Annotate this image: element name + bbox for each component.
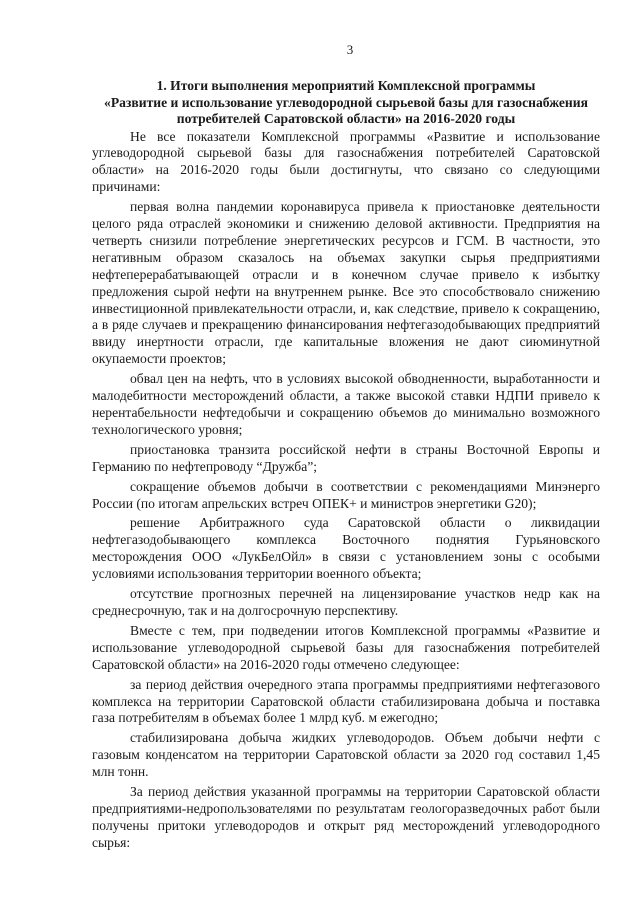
paragraph-reason-opec: сокращение объемов добычи в соответствии с рекомендациями Минэнерго России (по итогам апрельских встреч ОПЕК+ и министров энергетики G20); (92, 478, 600, 511)
paragraph-reason-oil-price: обвал цен на нефть, что в условиях высокой обводненности, выработанности и малодебитности месторождений области, а также высокой ставки НДПИ привело к нерентабельности нефтедобычи и сокращению объемов до минимально возможного технологического уровня; (92, 371, 600, 437)
paragraph-result-oil: стабилизирована добыча жидких углеводородов. Объем добычи нефти с газовым конденсатом на территории Саратовской области за 2020 год составил 1,45 млн тонн. (92, 730, 600, 780)
paragraph-reason-licensing: отсутствие прогнозных перечней на лицензирование участков недр как на среднесрочную, так и на долгосрочную перспективу. (92, 586, 600, 618)
paragraph-result-exploration: За период действия указанной программы на территории Саратовской области предприятиями-недропользователями по результатам геологоразведочных работ были получены притоки углеводородов и открыт ряд месторождений углеводородного сырья: (92, 784, 600, 850)
paragraph-reason-court: решение Арбитражного суда Саратовской области о ликвидации нефтегазодобывающего комплекса Восточного поднятия Гурьяновского месторождения ООО «ЛукБелОйл» в связи с установлением зоны с особыми условиями использования территории военного объекта; (92, 515, 600, 582)
paragraph-reason-transit: приостановка транзита российской нефти в страны Восточной Европы и Германию по нефтепроводу “Дружба”; (92, 441, 600, 474)
page-number: 3 (346, 42, 354, 57)
paragraph-reason-pandemic: первая волна пандемии коронавируса привела к приостановке деятельности целого ряда отраслей экономики и снижению деловой активности. Предприятия на четверть снизили потребление энергетических ресурсов и ГСМ. В частности, это негативным образом сказалось на объемах закупки сырья предприятиями нефтеперерабатывающей отрасли и в конечном случае привело к избытку предложения сырой нефти на внутреннем рынке. Все это способствовало снижению инвестиционной привлекательности отрасли, и, как следствие, привело к сокращению, а в ряде случаев и прекращению финансирования нефтегазодобывающих предприятий ввиду инертности отрасли, где капитальные вложения не дают сиюминутной окупаемости проектов; (92, 199, 600, 367)
section-heading-line-2: «Развитие и использование углеводородной сырьевой базы для газоснабжения (104, 94, 588, 110)
paragraph-result-gas: за период действия очередного этапа программы предприятиями нефтегазового комплекса на территории Саратовской области стабилизирована добыча и поставка газа потребителям в объемах более 1 млрд куб. м ежегодно; (92, 676, 600, 726)
document-body (92, 129, 600, 852)
paragraph-intro: Не все показатели Комплексной программы «Развитие и использование углеводородной сырьевой базы для газоснабжения потребителей Саратовской области» на 2016-2020 годы были достигнуты, что связано со следующими причинами: (92, 128, 600, 195)
section-heading-line-3: потребителей Саратовской области» на 2016-2020 годы (176, 111, 516, 126)
section-heading (92, 78, 600, 128)
paragraph-summary-intro: Вместе с тем, при подведении итогов Комплексной программы «Развитие и использование углеводородной сырьевой базы для газоснабжения потребителей Саратовской области» на 2016-2020 годы отмечено следующее: (92, 622, 600, 672)
section-heading-line-1: 1. Итоги выполнения мероприятий Комплексной программы (156, 78, 536, 93)
